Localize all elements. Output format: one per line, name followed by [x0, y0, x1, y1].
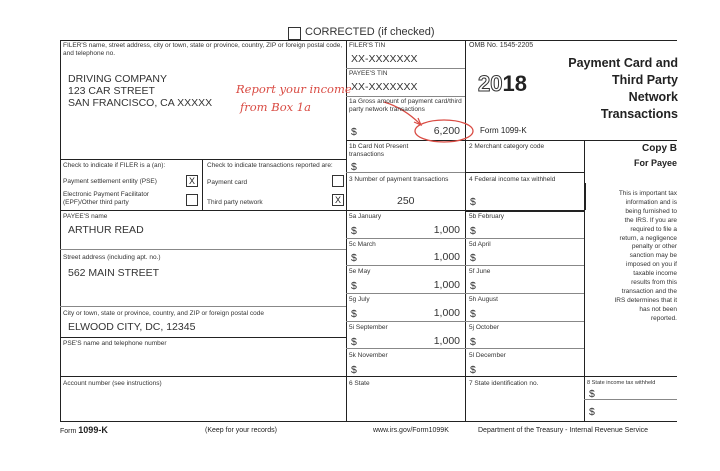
- month-label: 5i September: [349, 324, 388, 331]
- pse-name-label: PSE'S name and telephone number: [63, 340, 167, 347]
- box1b-dollar: $: [351, 161, 357, 173]
- payee-tin-label: PAYEE'S TIN: [349, 70, 388, 77]
- payment-card-checkbox[interactable]: [332, 175, 344, 187]
- notice-line: IRS determines that it: [614, 296, 677, 304]
- box3-value: 250: [397, 195, 415, 207]
- month-dollar: $: [470, 336, 476, 348]
- divider-box4-thick: [584, 183, 586, 210]
- notice-line: taxable income: [633, 270, 677, 278]
- filer-city: SAN FRANCISCO, CA XXXXX: [68, 97, 213, 109]
- copy-title: Copy B: [642, 143, 677, 154]
- tax-year-outline: 20: [478, 71, 503, 96]
- form-left-border: [60, 40, 61, 421]
- month-value: 1,000: [433, 251, 460, 263]
- month-label: 5j October: [469, 324, 499, 331]
- month-dollar: $: [470, 225, 476, 237]
- third-party-checkbox[interactable]: X: [332, 194, 344, 206]
- third-party-label: Third party network: [207, 199, 263, 206]
- copy-notice: [588, 190, 677, 324]
- month-label: 5a January: [349, 213, 382, 220]
- payee-city: ELWOOD CITY, DC, 12345: [68, 321, 196, 333]
- footer-dept: Department of the Treasury - Internal Revenue Service: [478, 427, 649, 434]
- title-line1: Payment Card and: [568, 56, 678, 70]
- divider-col1: [346, 40, 347, 421]
- box4-label: 4 Federal income tax withheld: [469, 176, 556, 183]
- footer-form-prefix: Form: [60, 428, 77, 435]
- notice-line: required to file a: [630, 225, 677, 233]
- epf-checkbox[interactable]: [186, 194, 198, 206]
- line-box8-mid: [584, 399, 677, 400]
- line-city-bottom: [60, 337, 346, 338]
- line-pse-bottom: [60, 376, 346, 377]
- month-dollar: $: [470, 308, 476, 320]
- corrected-label: CORRECTED (if checked): [305, 26, 435, 38]
- title-line2: Third Party: [612, 73, 678, 87]
- epf-option-label-1: Electronic Payment Facilitator: [63, 191, 149, 198]
- month-label: 5d April: [469, 241, 491, 248]
- month-dollar: $: [351, 252, 357, 264]
- pse-option-label: Payment settlement entity (PSE): [63, 178, 157, 185]
- title-line3: Network: [628, 90, 678, 104]
- notice-line: information and is: [625, 198, 677, 206]
- month-label: 5h August: [469, 296, 498, 303]
- corrected-checkbox[interactable]: [288, 27, 301, 40]
- payee-tin-value: XX-XXXXXXX: [351, 81, 418, 93]
- month-label: 5c March: [349, 241, 376, 248]
- line-row-5ef: [346, 293, 584, 294]
- box7-label: 7 State identification no.: [469, 380, 539, 387]
- line-filer-bottom: [60, 159, 346, 160]
- line-filer-tin-bottom: [346, 68, 465, 69]
- form-top-border: [60, 40, 677, 41]
- month-dollar: $: [351, 336, 357, 348]
- form-bottom-border: [60, 421, 677, 422]
- payee-street: 562 MAIN STREET: [68, 267, 160, 279]
- notice-line: imposed on you if: [626, 261, 677, 269]
- footer-url: www.irs.gov/Form1099K: [373, 427, 449, 434]
- box2-label: 2 Merchant category code: [469, 143, 545, 150]
- line-box3-bottom: [346, 210, 465, 211]
- box8-label: 8 State income tax withheld: [587, 380, 656, 386]
- line-check-bottom: [60, 210, 346, 211]
- notice-line: has not been: [639, 305, 677, 313]
- line-street-bottom: [60, 306, 346, 307]
- line-row-5kl: [346, 376, 677, 377]
- box8-dollar-2: $: [589, 406, 595, 418]
- box1a-dollar: $: [351, 126, 357, 138]
- line-row-5ab: [346, 238, 584, 239]
- notice-line: transaction and the: [621, 287, 677, 295]
- footer-form-number: 1099-K: [78, 425, 108, 435]
- footer-keep: (Keep for your records): [205, 427, 277, 434]
- month-dollar: $: [351, 225, 357, 237]
- box1b-label: 1b Card Not Present transactions: [349, 143, 409, 158]
- month-label: 5e May: [349, 268, 371, 275]
- pse-checkbox[interactable]: X: [186, 175, 198, 187]
- filer-name: DRIVING COMPANY: [68, 73, 167, 85]
- trans-check-label: Check to indicate transactions reported are:: [207, 162, 333, 169]
- notice-line: being furnished to: [625, 207, 677, 215]
- payee-name-label: PAYEE'S name: [63, 213, 108, 220]
- box8-dollar-1: $: [589, 388, 595, 400]
- filer-tin-label: FILER'S TIN: [349, 42, 386, 49]
- month-label: 5b February: [469, 213, 505, 220]
- month-label: 5g July: [349, 296, 370, 303]
- form-name-box: Form 1099-K: [480, 126, 527, 135]
- box1a-value: 6,200: [433, 125, 460, 137]
- line-payee-name-bottom: [60, 249, 346, 250]
- line-box2-bottom: [465, 172, 585, 173]
- omb-number: OMB No. 1545-2205: [469, 42, 534, 49]
- month-label: 5f June: [469, 268, 491, 275]
- annotation-line2: from Box 1a: [240, 100, 311, 114]
- month-value: 1,000: [433, 279, 460, 291]
- tax-year-bold: 18: [502, 71, 527, 96]
- box4-dollar: $: [470, 196, 476, 208]
- notice-line: penalty or other: [631, 243, 677, 251]
- month-dollar: $: [351, 308, 357, 320]
- copy-subtitle: For Payee: [633, 158, 677, 168]
- month-dollar: $: [470, 280, 476, 292]
- line-row-5gh: [346, 321, 584, 322]
- filer-street: 123 CAR STREET: [68, 85, 155, 97]
- box1a-label: 1a Gross amount of payment card/third party network transactions: [349, 98, 462, 113]
- filer-tin-value: XX-XXXXXXX: [351, 53, 418, 65]
- month-value: 1,000: [433, 224, 460, 236]
- notice-line: sanction may be: [629, 252, 677, 260]
- month-value: 1,000: [433, 335, 460, 347]
- month-dollar: $: [470, 364, 476, 376]
- account-label: Account number (see instructions): [63, 380, 162, 387]
- notice-line: the IRS. If you are: [624, 216, 677, 224]
- month-dollar: $: [470, 252, 476, 264]
- line-row-5ij: [346, 348, 584, 349]
- notice-line: return, a negligence: [619, 234, 677, 242]
- month-label: 5k November: [349, 352, 388, 359]
- tax-year: [478, 72, 527, 96]
- line-box4-bottom: [465, 210, 585, 212]
- footer-form: [60, 425, 108, 435]
- divider-check: [202, 159, 203, 210]
- payee-street-label: Street address (including apt. no.): [63, 254, 161, 261]
- filer-check-label: Check to indicate if FILER is a (an):: [63, 162, 166, 169]
- payee-city-label: City or town, state or province, country, and ZIP or foreign postal code: [63, 310, 264, 317]
- payment-card-label: Payment card: [207, 179, 248, 186]
- line-row-5cd: [346, 265, 584, 266]
- notice-line: reported.: [650, 314, 677, 322]
- month-label: 5l December: [469, 352, 506, 359]
- notice-line: results from this: [631, 279, 677, 287]
- notice-line: This is important tax: [618, 190, 677, 197]
- payee-name: ARTHUR READ: [68, 224, 144, 236]
- filer-label: FILER'S name, street address, city or town, state or province, country, ZIP or foreign postal code, and telephone no.: [63, 42, 343, 57]
- box6-label: 6 State: [349, 380, 370, 387]
- epf-option-label-2: (EPF)/Other third party: [63, 199, 129, 206]
- month-value: 1,000: [433, 307, 460, 319]
- box3-label: 3 Number of payment transactions: [349, 176, 449, 183]
- month-dollar: $: [351, 280, 357, 292]
- month-dollar: $: [351, 364, 357, 376]
- form-title: [540, 55, 678, 123]
- annotation-line1: Report your income: [236, 82, 352, 96]
- title-line4: Transactions: [600, 107, 678, 121]
